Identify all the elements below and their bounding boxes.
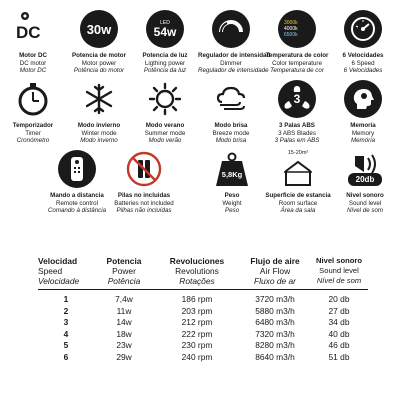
dc-motor-icon — [14, 10, 52, 48]
header-label-en: Speed — [38, 266, 63, 276]
feature-label-es: Modo verano — [145, 122, 185, 129]
weight-icon — [213, 150, 251, 188]
feature-motor-power — [66, 10, 132, 75]
feature-label-en: Color temperature — [272, 59, 322, 67]
table-header — [38, 256, 368, 290]
motor-power-icon — [80, 10, 118, 48]
timer-icon — [14, 80, 52, 118]
cell-revolutions: 212 rpm — [181, 317, 213, 328]
temp-4000k: 4000k — [284, 26, 298, 32]
feature-grid — [0, 10, 400, 215]
temp-3000k: 3000k — [284, 20, 298, 26]
cell-sound-level: 34 db — [328, 317, 350, 328]
feature-three-blades — [264, 80, 330, 145]
feature-label-pt: Área da sala — [280, 207, 316, 215]
feature-weight — [199, 150, 265, 215]
feature-label-es: Modo invierno — [77, 122, 121, 129]
feature-label-es: Temperatura de color — [265, 52, 329, 59]
room-surface-icon — [279, 150, 317, 188]
feature-label-en: Weight — [222, 199, 242, 207]
feature-label-es: Pilas no incluidas — [117, 192, 171, 199]
feature-label-en: Ligthing power — [144, 59, 186, 67]
cell-speed: 5 — [63, 340, 69, 351]
feature-breeze-mode — [198, 80, 264, 145]
feature-label-pt: 3 Palas em ABS — [274, 137, 320, 145]
feature-label-en: Sound level — [348, 199, 382, 207]
feature-label-pt: Cronómetro — [16, 137, 50, 145]
header-label-en: Air Flow — [259, 266, 291, 276]
cell-sound-level: 46 db — [328, 340, 350, 351]
header-label-pt: Fluxo de ar — [254, 276, 296, 286]
feature-label-pt: Comando à distância — [47, 207, 107, 215]
feature-no-batteries — [111, 150, 177, 215]
feature-label-en: Motor power — [81, 59, 117, 67]
table-row — [38, 329, 368, 341]
feature-label-es: 6 Velocidades — [342, 52, 384, 59]
cell-sound-level: 27 db — [328, 305, 350, 316]
cell-revolutions: 230 rpm — [181, 340, 213, 351]
color-temperature-icon — [278, 10, 316, 48]
header-air-flow — [240, 256, 310, 286]
feature-label-en: Remote control — [56, 199, 98, 207]
feature-label-es: Mando a distancia — [50, 192, 104, 199]
feature-label-es: Motor DC — [19, 52, 47, 59]
feature-label-pt: Nível de som — [346, 207, 384, 215]
sound-level-icon — [346, 150, 384, 188]
feature-label-pt: Motor DC — [19, 67, 47, 75]
feature-label-pt: Memória — [350, 137, 376, 145]
feature-remote-control — [44, 150, 110, 215]
remote-control-icon — [58, 150, 96, 188]
feature-label-pt: Modo inverno — [80, 137, 118, 145]
feature-label-en: DC motor — [19, 59, 47, 67]
cell-power: 14w — [116, 317, 132, 328]
cell-sound-level: 40 db — [328, 328, 350, 339]
cell-speed: 1 — [63, 294, 69, 304]
cell-speed: 6 — [63, 351, 69, 362]
header-label-pt: Velocidade — [38, 276, 80, 286]
weight-symbol: 5,8Kg — [221, 170, 243, 179]
feature-label-pt: Regulador de intensidade — [198, 67, 269, 75]
feature-label-es: Regulador de intensidad — [198, 52, 271, 59]
feature-label-pt: Modo brisa — [215, 137, 247, 145]
cell-revolutions: 203 rpm — [181, 305, 213, 316]
feature-label-en: Room surface — [278, 199, 318, 207]
cell-air-flow: 7320 m3/h — [255, 328, 295, 339]
cell-air-flow: 3720 m3/h — [255, 294, 295, 304]
cell-speed: 4 — [63, 328, 69, 339]
header-sound-level — [310, 256, 368, 286]
feature-six-speed — [330, 10, 396, 75]
header-label-es: Revoluciones — [169, 256, 225, 266]
feature-light-power — [132, 10, 198, 75]
header-label-es: Potencia — [106, 256, 142, 266]
feature-label-en: Winter mode — [81, 129, 117, 137]
table-row — [38, 306, 368, 318]
feature-label-es: Modo brisa — [214, 122, 248, 129]
light-power-icon — [146, 10, 184, 48]
cell-power: 7,4w — [115, 294, 133, 304]
six-speed-icon — [344, 10, 382, 48]
header-label-es: Flujo de aire — [250, 256, 300, 266]
sound-level-symbol: 20db — [355, 175, 375, 184]
feature-label-en: Memory — [351, 129, 375, 137]
header-speed — [38, 256, 94, 286]
feature-label-pt: Modo verão — [148, 137, 182, 145]
cell-air-flow: 6480 m3/h — [255, 317, 295, 328]
header-label-en: Power — [112, 266, 136, 276]
no-batteries-icon — [125, 150, 163, 188]
feature-timer — [0, 80, 66, 145]
cell-sound-level: 51 db — [328, 351, 350, 362]
feature-label-en: 3 ABS Blades — [278, 129, 316, 137]
feature-label-en: Summer mode — [144, 129, 186, 137]
feature-label-pt: Pilhas não incluídas — [116, 207, 172, 215]
feature-label-en: Breeze mode — [212, 129, 250, 137]
feature-color-temperature — [264, 10, 330, 75]
table-row — [38, 317, 368, 329]
summer-mode-icon — [146, 80, 184, 118]
feature-label-pt: Temperatura de cor — [270, 67, 324, 75]
cell-power: 11w — [116, 305, 132, 316]
table-row — [38, 340, 368, 352]
header-label-en: Sound level — [319, 266, 359, 275]
three-blades-icon — [278, 80, 316, 118]
cell-power: 23w — [116, 340, 132, 351]
light-power-sub: LED — [160, 20, 170, 26]
cell-speed: 3 — [63, 317, 69, 328]
feature-label-es: Nivel sonoro — [346, 192, 384, 199]
feature-label-pt: 6 Velocidades — [343, 67, 383, 75]
header-label-en: Revolutions — [175, 266, 219, 276]
temp-6500k: 6500k — [284, 32, 298, 38]
feature-label-en: Timer — [25, 129, 41, 137]
feature-memory — [330, 80, 396, 145]
cell-air-flow: 5880 m3/h — [255, 305, 295, 316]
speed-table — [38, 256, 368, 364]
feature-label-es: Potencia de motor — [72, 52, 126, 59]
room-surface-symbol: 15-20m² — [287, 150, 309, 156]
feature-label-en: 6 Speed — [351, 59, 375, 67]
feature-winter-mode — [66, 80, 132, 145]
feature-label-pt: Potência do motor — [73, 67, 125, 75]
cell-revolutions: 186 rpm — [181, 294, 213, 304]
header-label-pt: Potência — [107, 276, 141, 286]
cell-air-flow: 8280 m3/h — [255, 340, 295, 351]
table-row — [38, 352, 368, 364]
winter-mode-icon — [80, 80, 118, 118]
feature-label-pt: Peso — [224, 207, 240, 215]
cell-power: 18w — [116, 328, 132, 339]
feature-label-es: 3 Palas ABS — [279, 122, 315, 129]
cell-speed: 2 — [63, 305, 69, 316]
header-label-es: Nivel sonoro — [316, 256, 362, 265]
feature-dimmer — [198, 10, 271, 75]
cell-air-flow: 8640 m3/h — [255, 351, 295, 362]
cell-revolutions: 222 rpm — [181, 328, 213, 339]
feature-dc-motor — [0, 10, 66, 75]
feature-room-surface — [265, 150, 331, 215]
feature-label-es: Memoria — [350, 122, 376, 129]
header-power — [94, 256, 154, 286]
dc-motor-symbol: DC — [16, 23, 41, 42]
table-row — [38, 294, 368, 306]
feature-label-es: Temporizador — [12, 122, 54, 129]
header-label-pt: Nível de som — [316, 276, 362, 285]
feature-label-es: Peso — [224, 192, 240, 199]
cell-sound-level: 20 db — [328, 294, 350, 304]
feature-label-pt: Potência da luz — [143, 67, 187, 75]
feature-sound-level — [332, 150, 398, 215]
breeze-mode-icon — [212, 80, 250, 118]
header-label-es: Velocidad — [38, 256, 78, 266]
three-blades-symbol: 3 — [293, 92, 301, 106]
header-revolutions — [154, 256, 240, 286]
motor-power-symbol: 30w — [86, 21, 112, 37]
light-power-symbol: 54w — [153, 25, 177, 39]
header-label-pt: Rotações — [179, 276, 215, 286]
feature-label-en: Dimmer — [220, 59, 242, 67]
feature-label-en: Batteries not included — [114, 199, 174, 207]
cell-power: 29w — [116, 351, 132, 362]
feature-label-es: Superficie de estancia — [265, 192, 331, 199]
feature-label-es: Potencia de luz — [142, 52, 188, 59]
dimmer-icon — [212, 10, 250, 48]
cell-revolutions: 240 rpm — [181, 351, 213, 362]
feature-summer-mode — [132, 80, 198, 145]
memory-icon — [344, 80, 382, 118]
